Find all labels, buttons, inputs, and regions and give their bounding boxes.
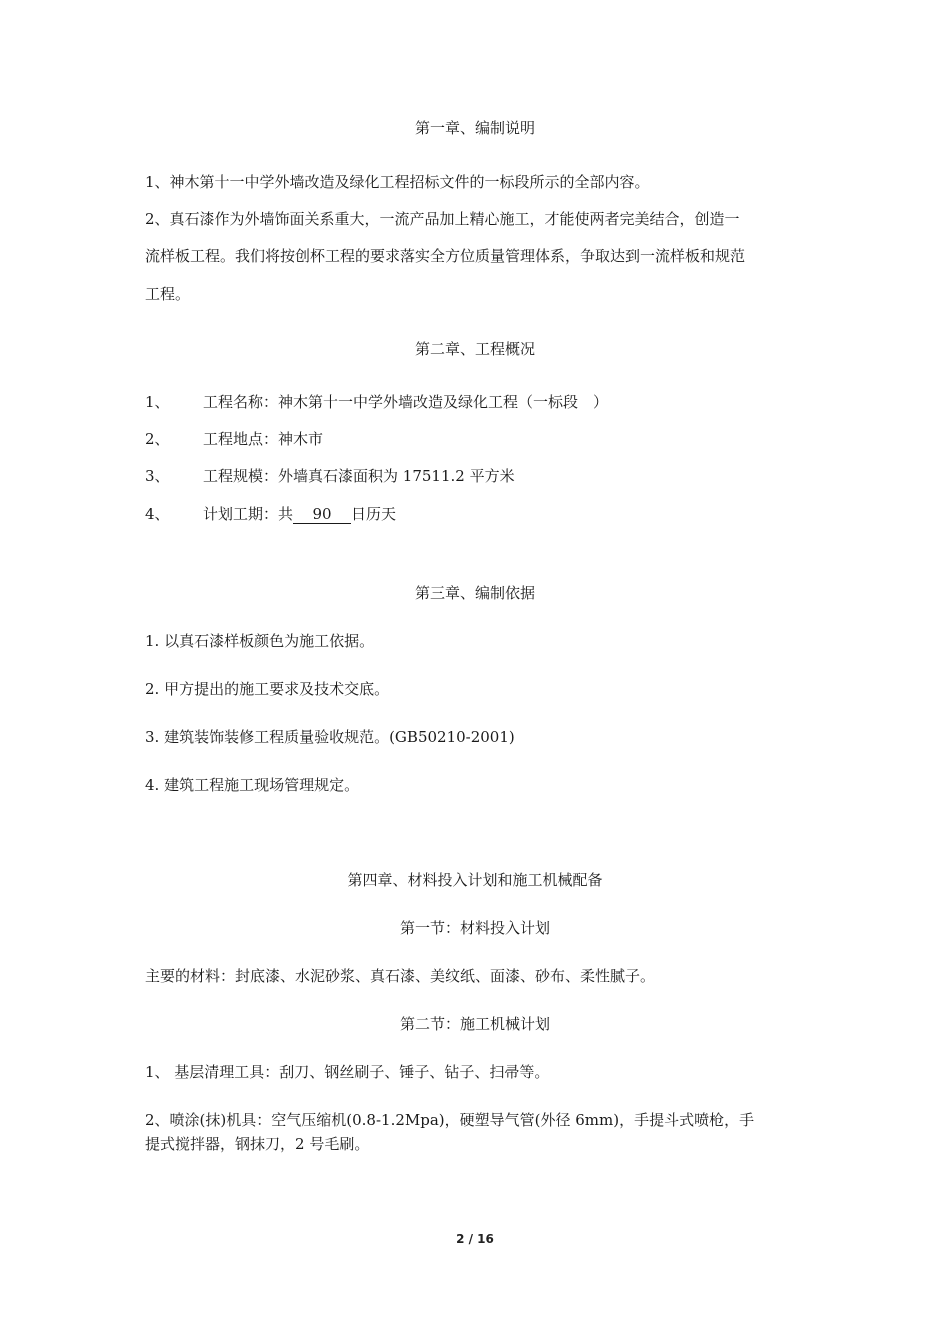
chapter-3-item: 1. 以真石漆样板颜色为施工依据。 (145, 632, 375, 650)
chapter-2-title: 第二章、工程概况 (414, 340, 535, 358)
chapter-2-item (145, 466, 515, 486)
section-1-text: 主要的材料：封底漆、水泥砂浆、真石漆、美纹纸、面漆、砂布、柔性腻子。 (145, 967, 656, 985)
item-number: 2、 (145, 430, 170, 448)
chapter-3-item: 2. 甲方提出的施工要求及技术交底。 (145, 680, 390, 698)
item-number: 3、 (145, 467, 170, 485)
item-text: 工程地点：神木市 (203, 430, 324, 448)
chapter-4-title: 第四章、材料投入计划和施工机械配备 (347, 871, 603, 889)
chapter-2-item (145, 504, 396, 524)
chapter-1-paragraph-2-line-2: 流样板工程。我们将按创杯工程的要求落实全方位质量管理体系，争取达到一流样板和规范 (145, 247, 746, 265)
section-1-title: 第一节：材料投入计划 (399, 919, 550, 937)
section-2-paragraph-1: 1、 基层清理工具：刮刀、钢丝刷子、锤子、钻子、扫帚等。 (145, 1063, 550, 1081)
item-text: 工程规模：外墙真石漆面积为 17511.2 平方米 (203, 467, 515, 485)
chapter-1-title: 第一章、编制说明 (414, 119, 535, 137)
item-number: 1、 (145, 393, 170, 411)
chapter-1-paragraph-1: 1、神木第十一中学外墙改造及绿化工程招标文件的一标段所示的全部内容。 (145, 173, 650, 191)
chapter-2-item (145, 429, 323, 449)
item-text: 计划工期：共 (203, 505, 294, 523)
item-number: 4、 (145, 505, 170, 523)
section-2-title: 第二节：施工机械计划 (399, 1015, 550, 1033)
chapter-2-item (145, 392, 608, 412)
item-text: 日历天 (351, 505, 397, 523)
chapter-3-item: 3. 建筑装饰装修工程质量验收规范。(GB50210-2001) (145, 728, 515, 746)
section-2-paragraph-2-line-2: 提式搅拌器，钢抹刀，2 号毛刷。 (145, 1135, 370, 1153)
item-text: 工程名称：神木第十一中学外墙改造及绿化工程（一标段 ） (203, 393, 609, 411)
chapter-3-title: 第三章、编制依据 (414, 584, 535, 602)
schedule-days-value: 90 (293, 505, 351, 524)
chapter-1-paragraph-2-line-1: 2、真石漆作为外墙饰面关系重大，一流产品加上精心施工，才能使两者完美结合，创造一 (145, 210, 740, 228)
chapter-3-item: 4. 建筑工程施工现场管理规定。 (145, 776, 360, 794)
chapter-1-paragraph-2-line-3: 工程。 (145, 285, 191, 303)
page-number: 2 / 16 (456, 1232, 494, 1246)
section-2-paragraph-2-line-1: 2、喷涂(抹)机具：空气压缩机(0.8-1.2Mpa)，硬塑导气管(外径 6mm)，手提斗式喷枪，手 (145, 1111, 755, 1129)
